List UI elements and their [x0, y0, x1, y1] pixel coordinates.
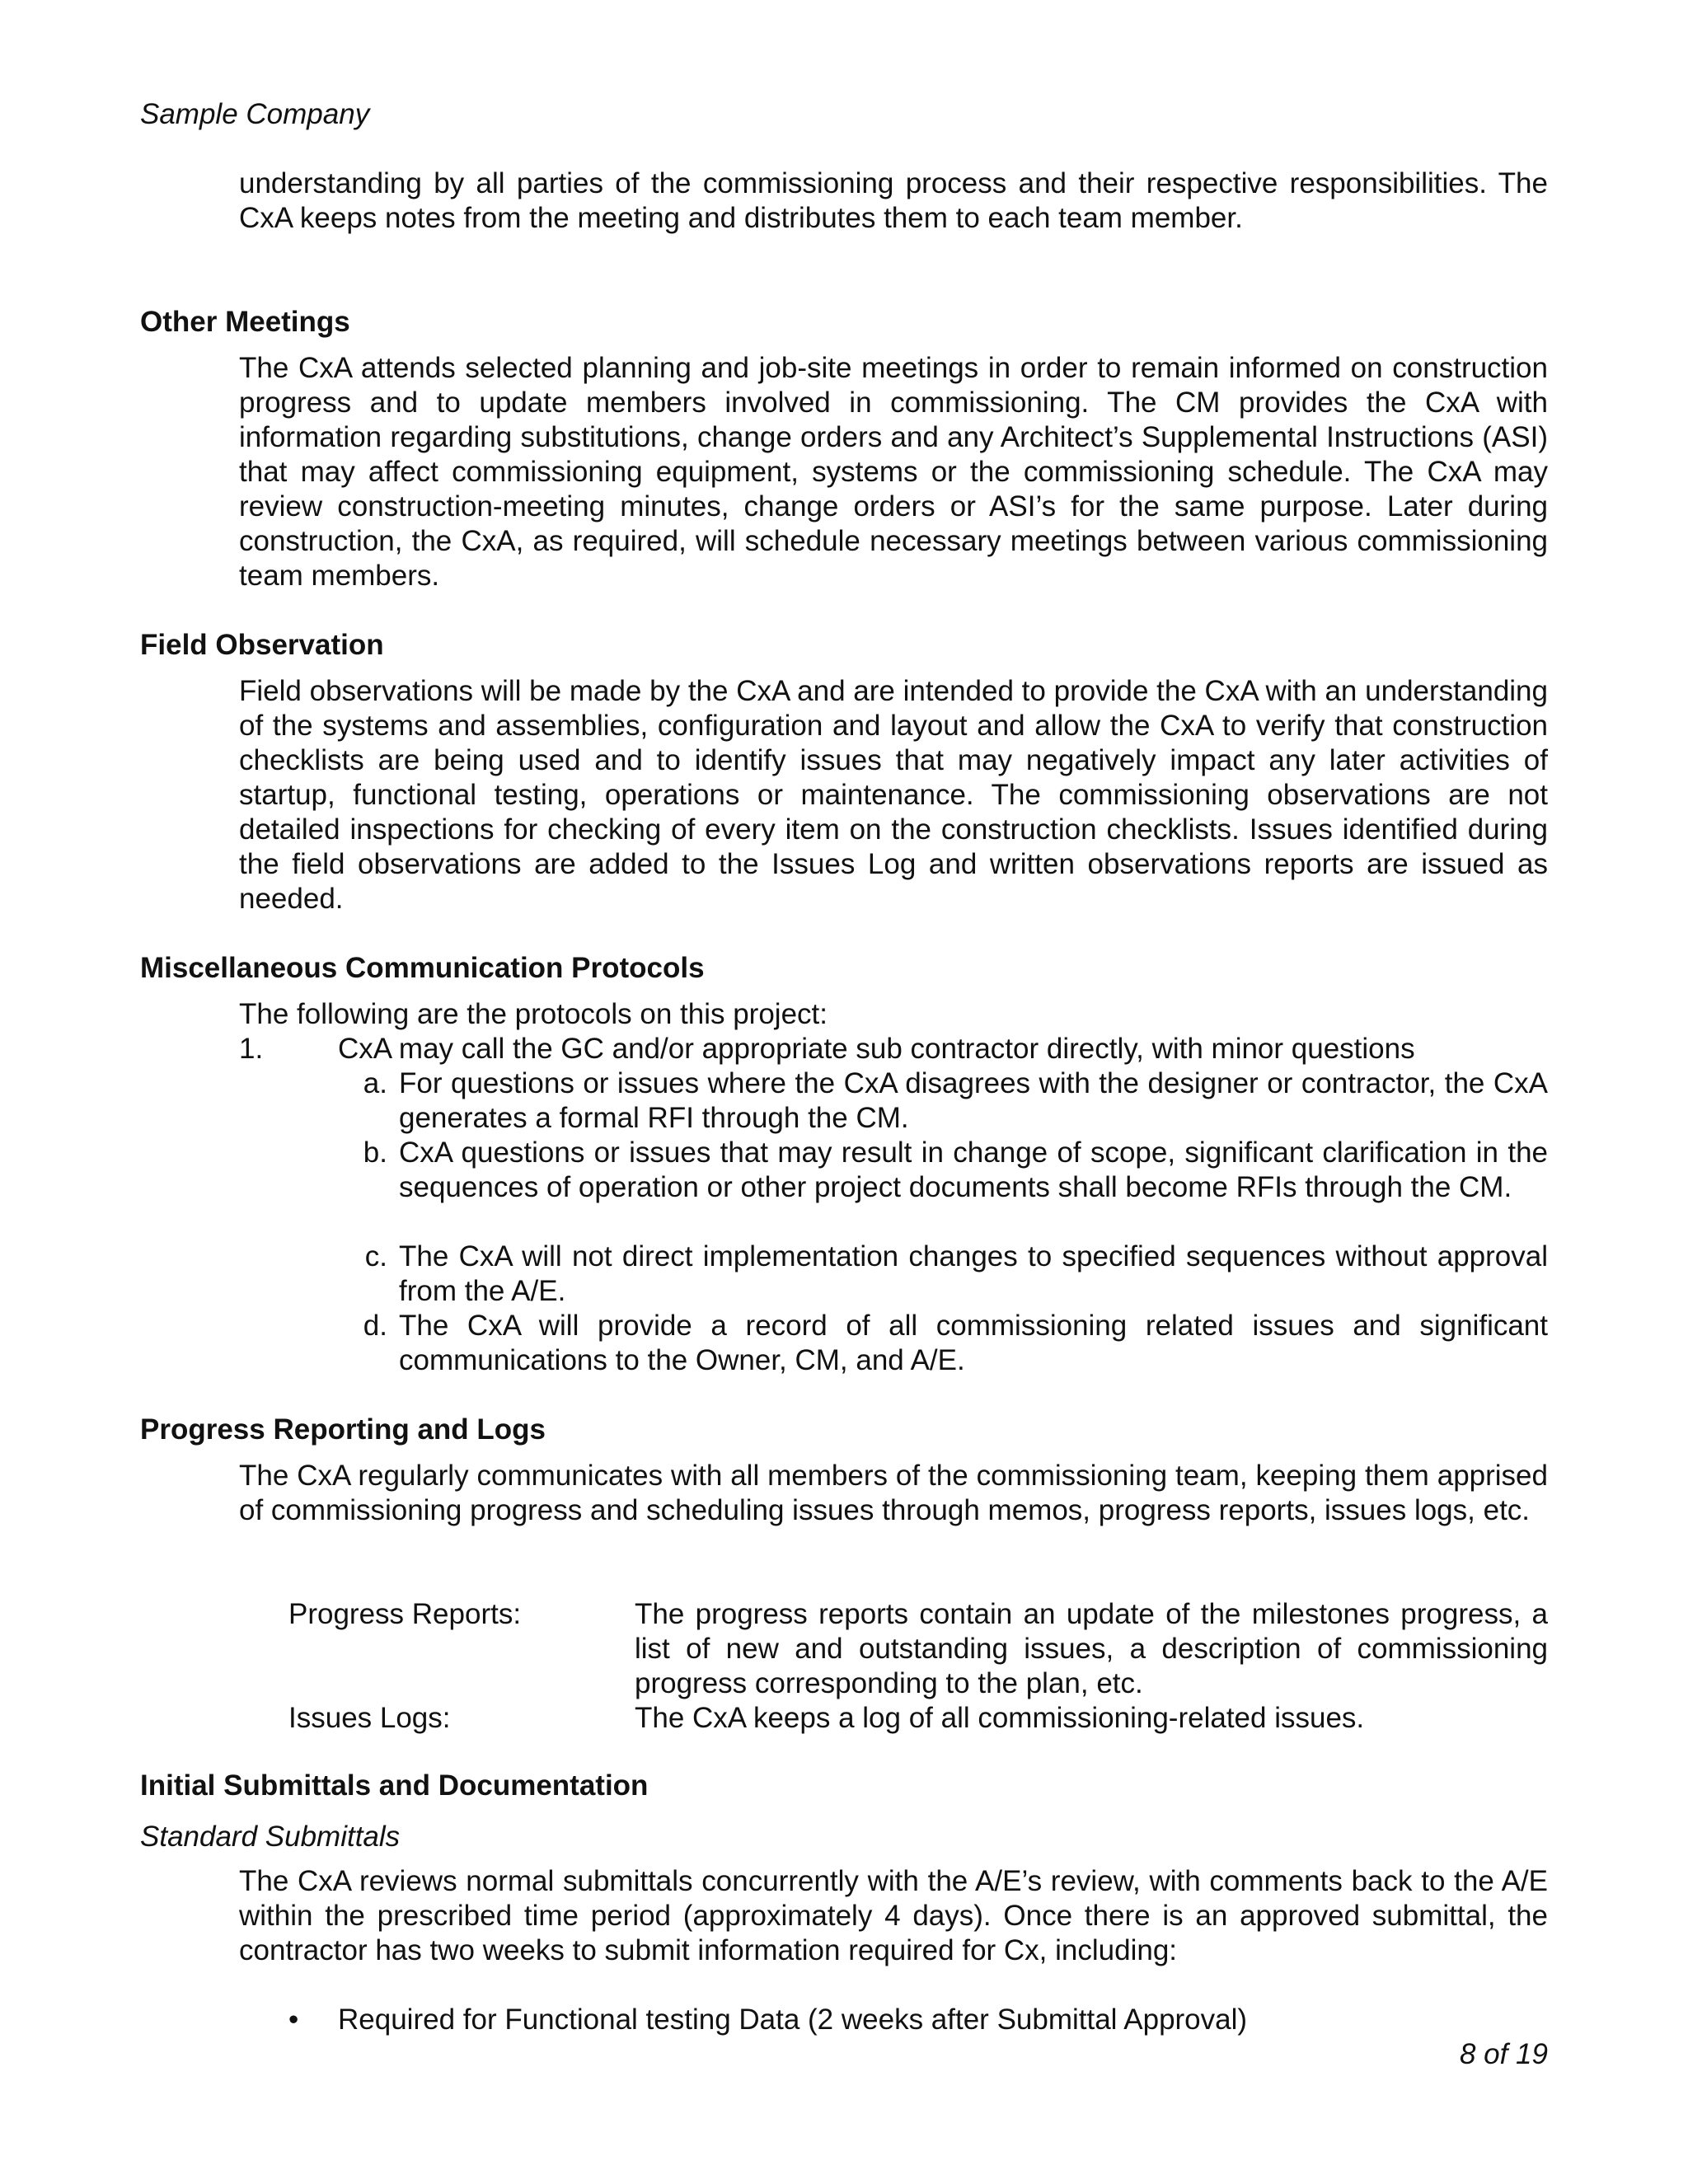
progress-reporting-paragraph: The CxA regularly communicates with all members of the commissioning team, keeping them apprised of commissioning progress and scheduling issues through memos, progress reports, issues logs, etc. — [239, 1460, 1548, 1526]
subheading-standard-submittals: Standard Submittals — [140, 1821, 401, 1853]
list-item-text: CxA may call the GC and/or appropriate sub contractor directly, with minor questions — [338, 1033, 1415, 1065]
sub-list-text: CxA questions or issues that may result in change of scope, significant clarification in the sequences of operation or other project documents shall become RFIs through the CM. — [399, 1137, 1548, 1203]
sub-list-text: The CxA will provide a record of all commissioning related issues and significant communications to the Owner, CM, and A/E. — [399, 1310, 1548, 1376]
other-meetings-paragraph: The CxA attends selected planning and job-site meetings in order to remain informed on construction progress and to update members involved in commissioning. The CM provides the CxA with information regarding substitutions, change orders and any Architect’s Supplemental Instructions (ASI) that may affect commissioning equipment, systems or the commissioning schedule. The CxA may review construction-meeting minutes, change orders or ASI’s for the same purpose. Later during construction, the CxA, as required, will schedule necessary meetings between various commissioning team members. — [239, 352, 1548, 592]
section-heading-field-observation: Field Observation — [140, 629, 384, 661]
initial-submittals-paragraph: The CxA reviews normal submittals concurrently with the A/E’s review, with comments back to the A/E within the prescribed time period (approximately 4 days). Once there is an approved submittal, the contractor has two weeks to submit information required for Cx, including: — [239, 1865, 1548, 1966]
sub-list-letter: a. — [363, 1067, 387, 1099]
misc-protocols-intro: The following are the protocols on this project: — [239, 998, 828, 1030]
definition-term: Issues Logs: — [288, 1702, 451, 1734]
definition-description: The CxA keeps a log of all commissioning-related issues. — [635, 1702, 1365, 1734]
list-item-number: 1. — [239, 1033, 264, 1065]
section-heading-misc-protocols: Miscellaneous Communication Protocols — [140, 952, 705, 984]
definition-term: Progress Reports: — [288, 1598, 522, 1630]
sub-list-letter: d. — [363, 1310, 387, 1342]
sub-list-letter: b. — [363, 1137, 387, 1169]
definition-description: The progress reports contain an update of the milestones progress, a list of new and outstanding issues, a description of commissioning progress corresponding to the plan, etc. — [635, 1598, 1548, 1699]
section-heading-initial-submittals: Initial Submittals and Documentation — [140, 1769, 649, 1802]
sub-list-text: For questions or issues where the CxA disagrees with the designer or contractor, the CxA generates a formal RFI through the CM. — [399, 1067, 1548, 1134]
section-heading-progress-reporting: Progress Reporting and Logs — [140, 1413, 546, 1446]
section-heading-other-meetings: Other Meetings — [140, 306, 350, 338]
field-observation-paragraph: Field observations will be made by the CxA and are intended to provide the CxA with an understanding of the systems and assemblies, configuration and layout and allow the CxA to verify that construction checklists are being used and to identify issues that may negatively impact any later activities of startup, functional testing, operations or maintenance. The commissioning observations are not detailed inspections for checking of every item on the construction checklists. Issues identified during the field observations are added to the Issues Log and written observations reports are issued as needed. — [239, 675, 1548, 915]
bullet-icon: • — [288, 2004, 299, 2036]
header-company-name: Sample Company — [140, 98, 370, 130]
sub-list-text: The CxA will not direct implementation changes to specified sequences without approval from the A/E. — [399, 1240, 1548, 1307]
bullet-text: Required for Functional testing Data (2 weeks after Submittal Approval) — [338, 2004, 1248, 2036]
intro-continuation-paragraph: understanding by all parties of the commissioning process and their respective responsibilities. The CxA keeps notes from the meeting and distributes them to each team member. — [239, 167, 1548, 234]
footer-page-number: 8 of 19 — [1459, 2038, 1548, 2070]
sub-list-letter: c. — [364, 1240, 387, 1272]
